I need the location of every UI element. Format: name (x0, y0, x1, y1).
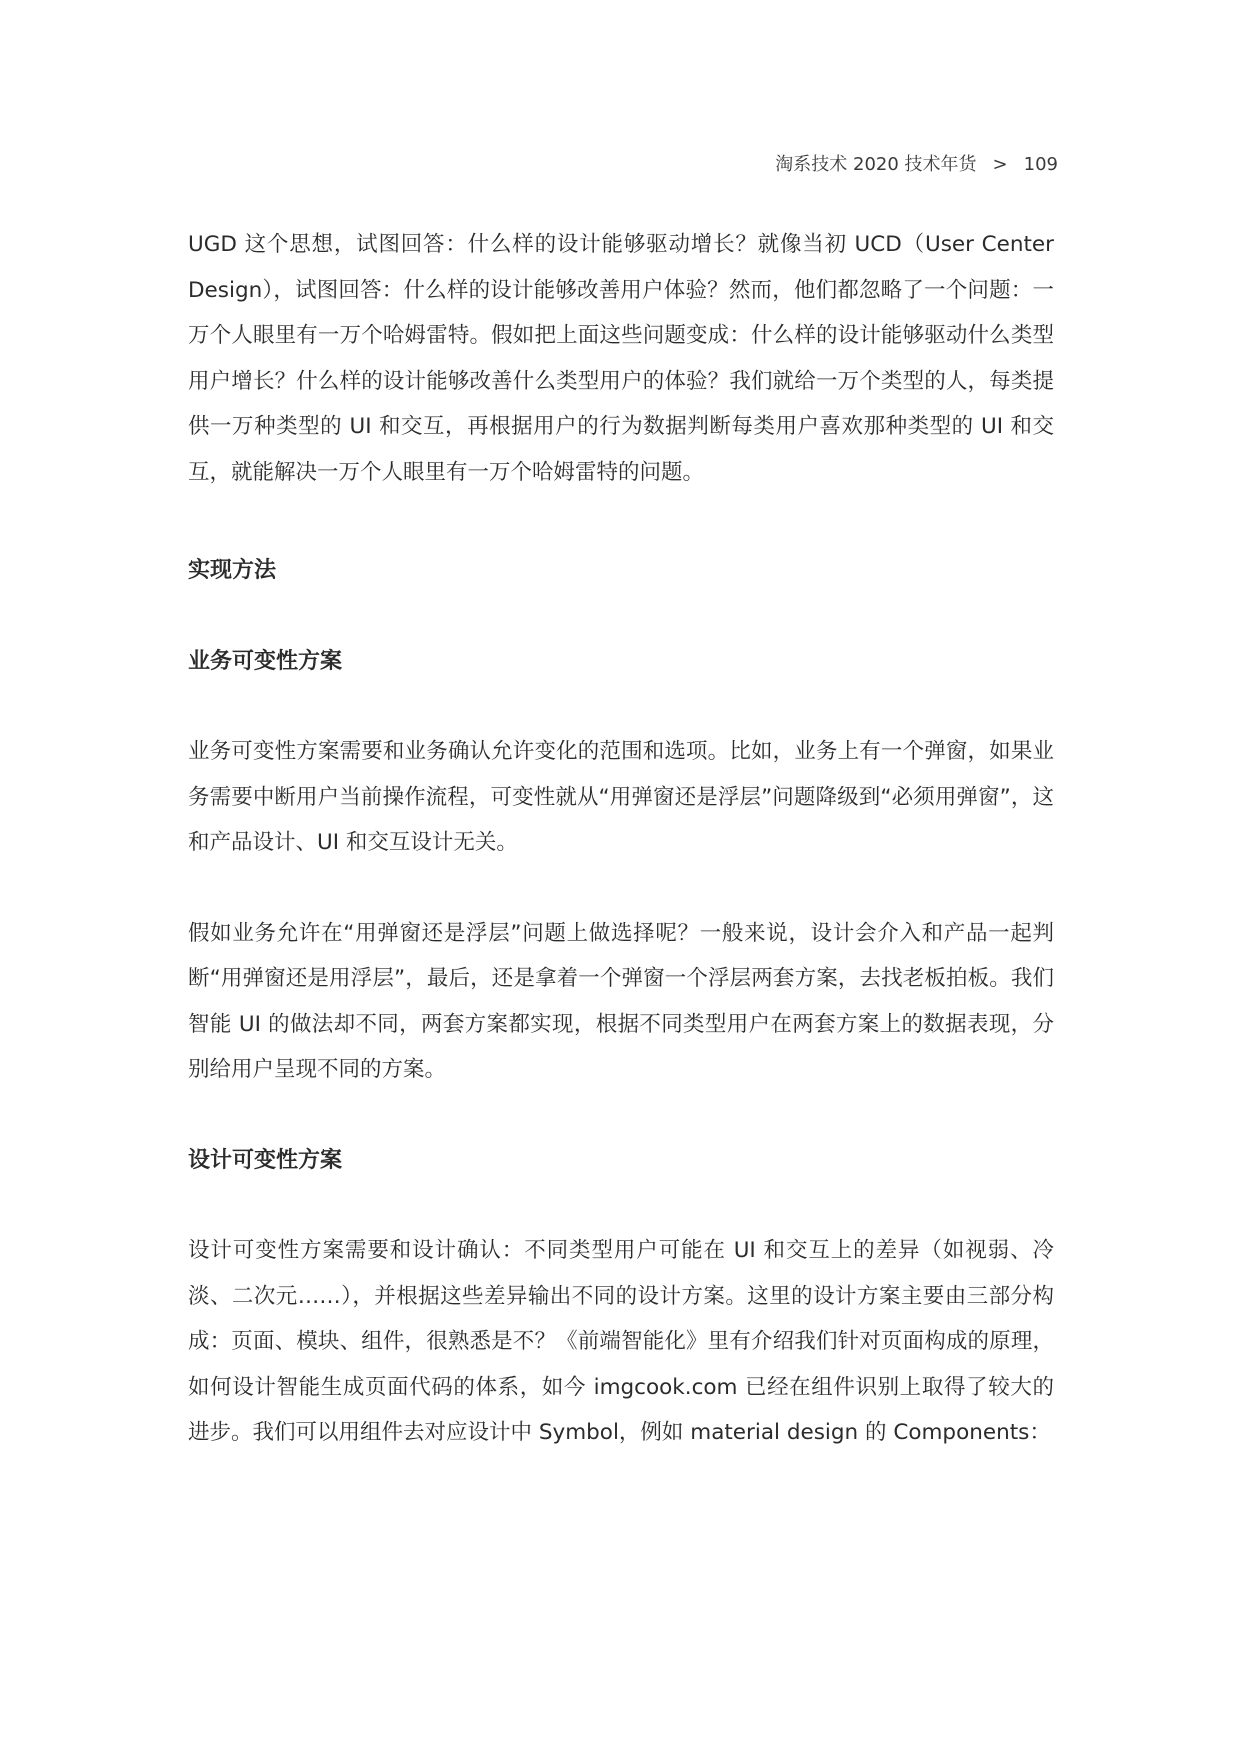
subheading-design-variability: 设计可变性方案 (188, 1147, 343, 1173)
business-paragraph-2: 假如业务允许在“用弹窗还是浮层”问题上做选择呢？一般来说，设计会介入和产品一起判断“用弹窗还是用浮层”，最后，还是拿着一个弹窗一个浮层两套方案，去找老板拍板。我们智能 UI 的做法却不同，两套方案都实现，根据不同类型用户在两套方案上的数据表现，分别给用户呈现不同的方案。 (188, 920, 1054, 1082)
subheading-business-variability: 业务可变性方案 (188, 648, 343, 674)
intro-paragraph: UGD 这个思想，试图回答：什么样的设计能够驱动增长？就像当初 UCD（User Center Design），试图回答：什么样的设计能够改善用户体验？然而，他们都忽略了一个问题：一万个人眼里有一万个哈姆雷特。假如把上面这些问题变成：什么样的设计能够驱动什么类型用户增长？什么样的设计能够改善什么类型用户的体验？我们就给一万个类型的人，每类提供一万种类型的 UI 和交互，再根据用户的行为数据判断每类用户喜欢那种类型的 UI 和交互，就能解决一万个人眼里有一万个哈姆雷特的问题。 (188, 232, 1054, 485)
page-content (188, 222, 1054, 1456)
page-header (775, 150, 1058, 176)
design-paragraph: 设计可变性方案需要和设计确认：不同类型用户可能在 UI 和交互上的差异（如视弱、冷淡、二次元……），并根据这些差异输出不同的设计方案。这里的设计方案主要由三部分构成：页面、模块、组件，很熟悉是不？《前端智能化》里有介绍我们针对页面构成的原理，如何设计智能生成页面代码的体系，如今 imgcook.com 已经在组件识别上取得了较大的进步。我们可以用组件去对应设计中 Symbol，例如 material design 的 Components： (188, 1238, 1054, 1445)
business-paragraph-1: 业务可变性方案需要和业务确认允许变化的范围和选项。比如，业务上有一个弹窗，如果业务需要中断用户当前操作流程，可变性就从“用弹窗还是浮层”问题降级到“必须用弹窗”，这和产品设计、UI 和交互设计无关。 (188, 739, 1054, 855)
section-heading-implementation: 实现方法 (188, 558, 277, 583)
header-separator: > (992, 154, 1008, 175)
page-number: 109 (1023, 154, 1058, 175)
book-title: 淘系技术 2020 技术年货 (775, 154, 977, 175)
